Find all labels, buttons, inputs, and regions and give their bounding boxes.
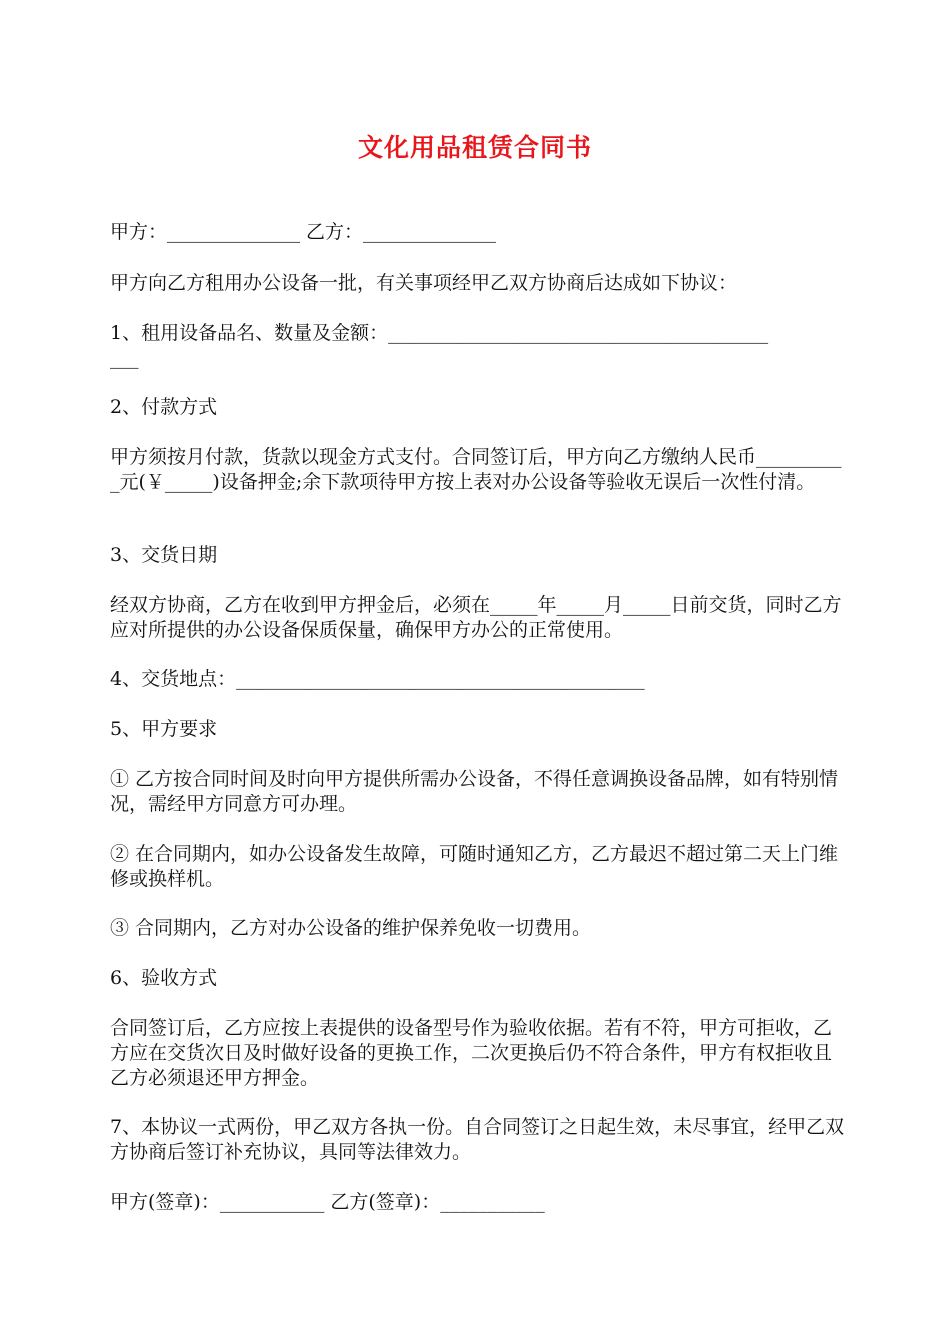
clause-2-body: 甲方须按月付款，货款以现金方式支付。合同签订后，甲方向乙方缴纳人民币__________元(￥_____)设备押金;余下款项待甲方按上表对办公设备等验收无误后一次性付清。	[110, 446, 842, 493]
clause-5-item-3: ③ 合同期内，乙方对办公设备的维护保养免收一切费用。	[110, 917, 592, 939]
clause-5-item-2: ② 在合同期内，如办公设备发生故障，可随时通知乙方，乙方最迟不超过第二天上门维修或换样机。	[110, 843, 839, 890]
clause-4-location: 4、交货地点：___________________________________________	[110, 668, 645, 690]
clause-6-heading: 6、验收方式	[110, 967, 218, 989]
document-title: 文化用品租赁合同书	[357, 133, 592, 162]
clause-6-body: 合同签订后，乙方应按上表提供的设备型号作为验收依据。若有不符，甲方可拒收，乙方应在交货次日及时做好设备的更换工作，二次更换后仍不符合条件，甲方有权拒收且乙方必须退还甲方押金。	[110, 1017, 833, 1089]
clause-1-equipment: 1、租用设备品名、数量及金额：________________________________________ ___	[110, 322, 769, 369]
party-line: 甲方：______________ 乙方：______________	[110, 221, 497, 243]
clause-5-item-1: ① 乙方按合同时间及时向甲方提供所需办公设备，不得任意调换设备品牌，如有特别情况，需经甲方同意方可办理。	[110, 768, 839, 815]
signature-line: 甲方(签章)：___________ 乙方(签章)：___________	[110, 1191, 545, 1213]
clause-3-body: 经双方协商，乙方在收到甲方押金后，必须在_____年_____月_____日前交货，同时乙方应对所提供的办公设备保质保量，确保甲方办公的正常使用。	[110, 594, 842, 641]
clause-7-body: 7、本协议一式两份，甲乙双方各执一份。自合同签订之日起生效，未尽事宜，经甲乙双方协商后签订补充协议，具同等法律效力。	[110, 1116, 845, 1163]
clause-3-heading: 3、交货日期	[110, 544, 218, 566]
clause-2-heading: 2、付款方式	[110, 396, 218, 418]
intro-paragraph: 甲方向乙方租用办公设备一批，有关事项经甲乙双方协商后达成如下协议：	[110, 272, 738, 294]
clause-5-heading: 5、甲方要求	[110, 718, 218, 740]
